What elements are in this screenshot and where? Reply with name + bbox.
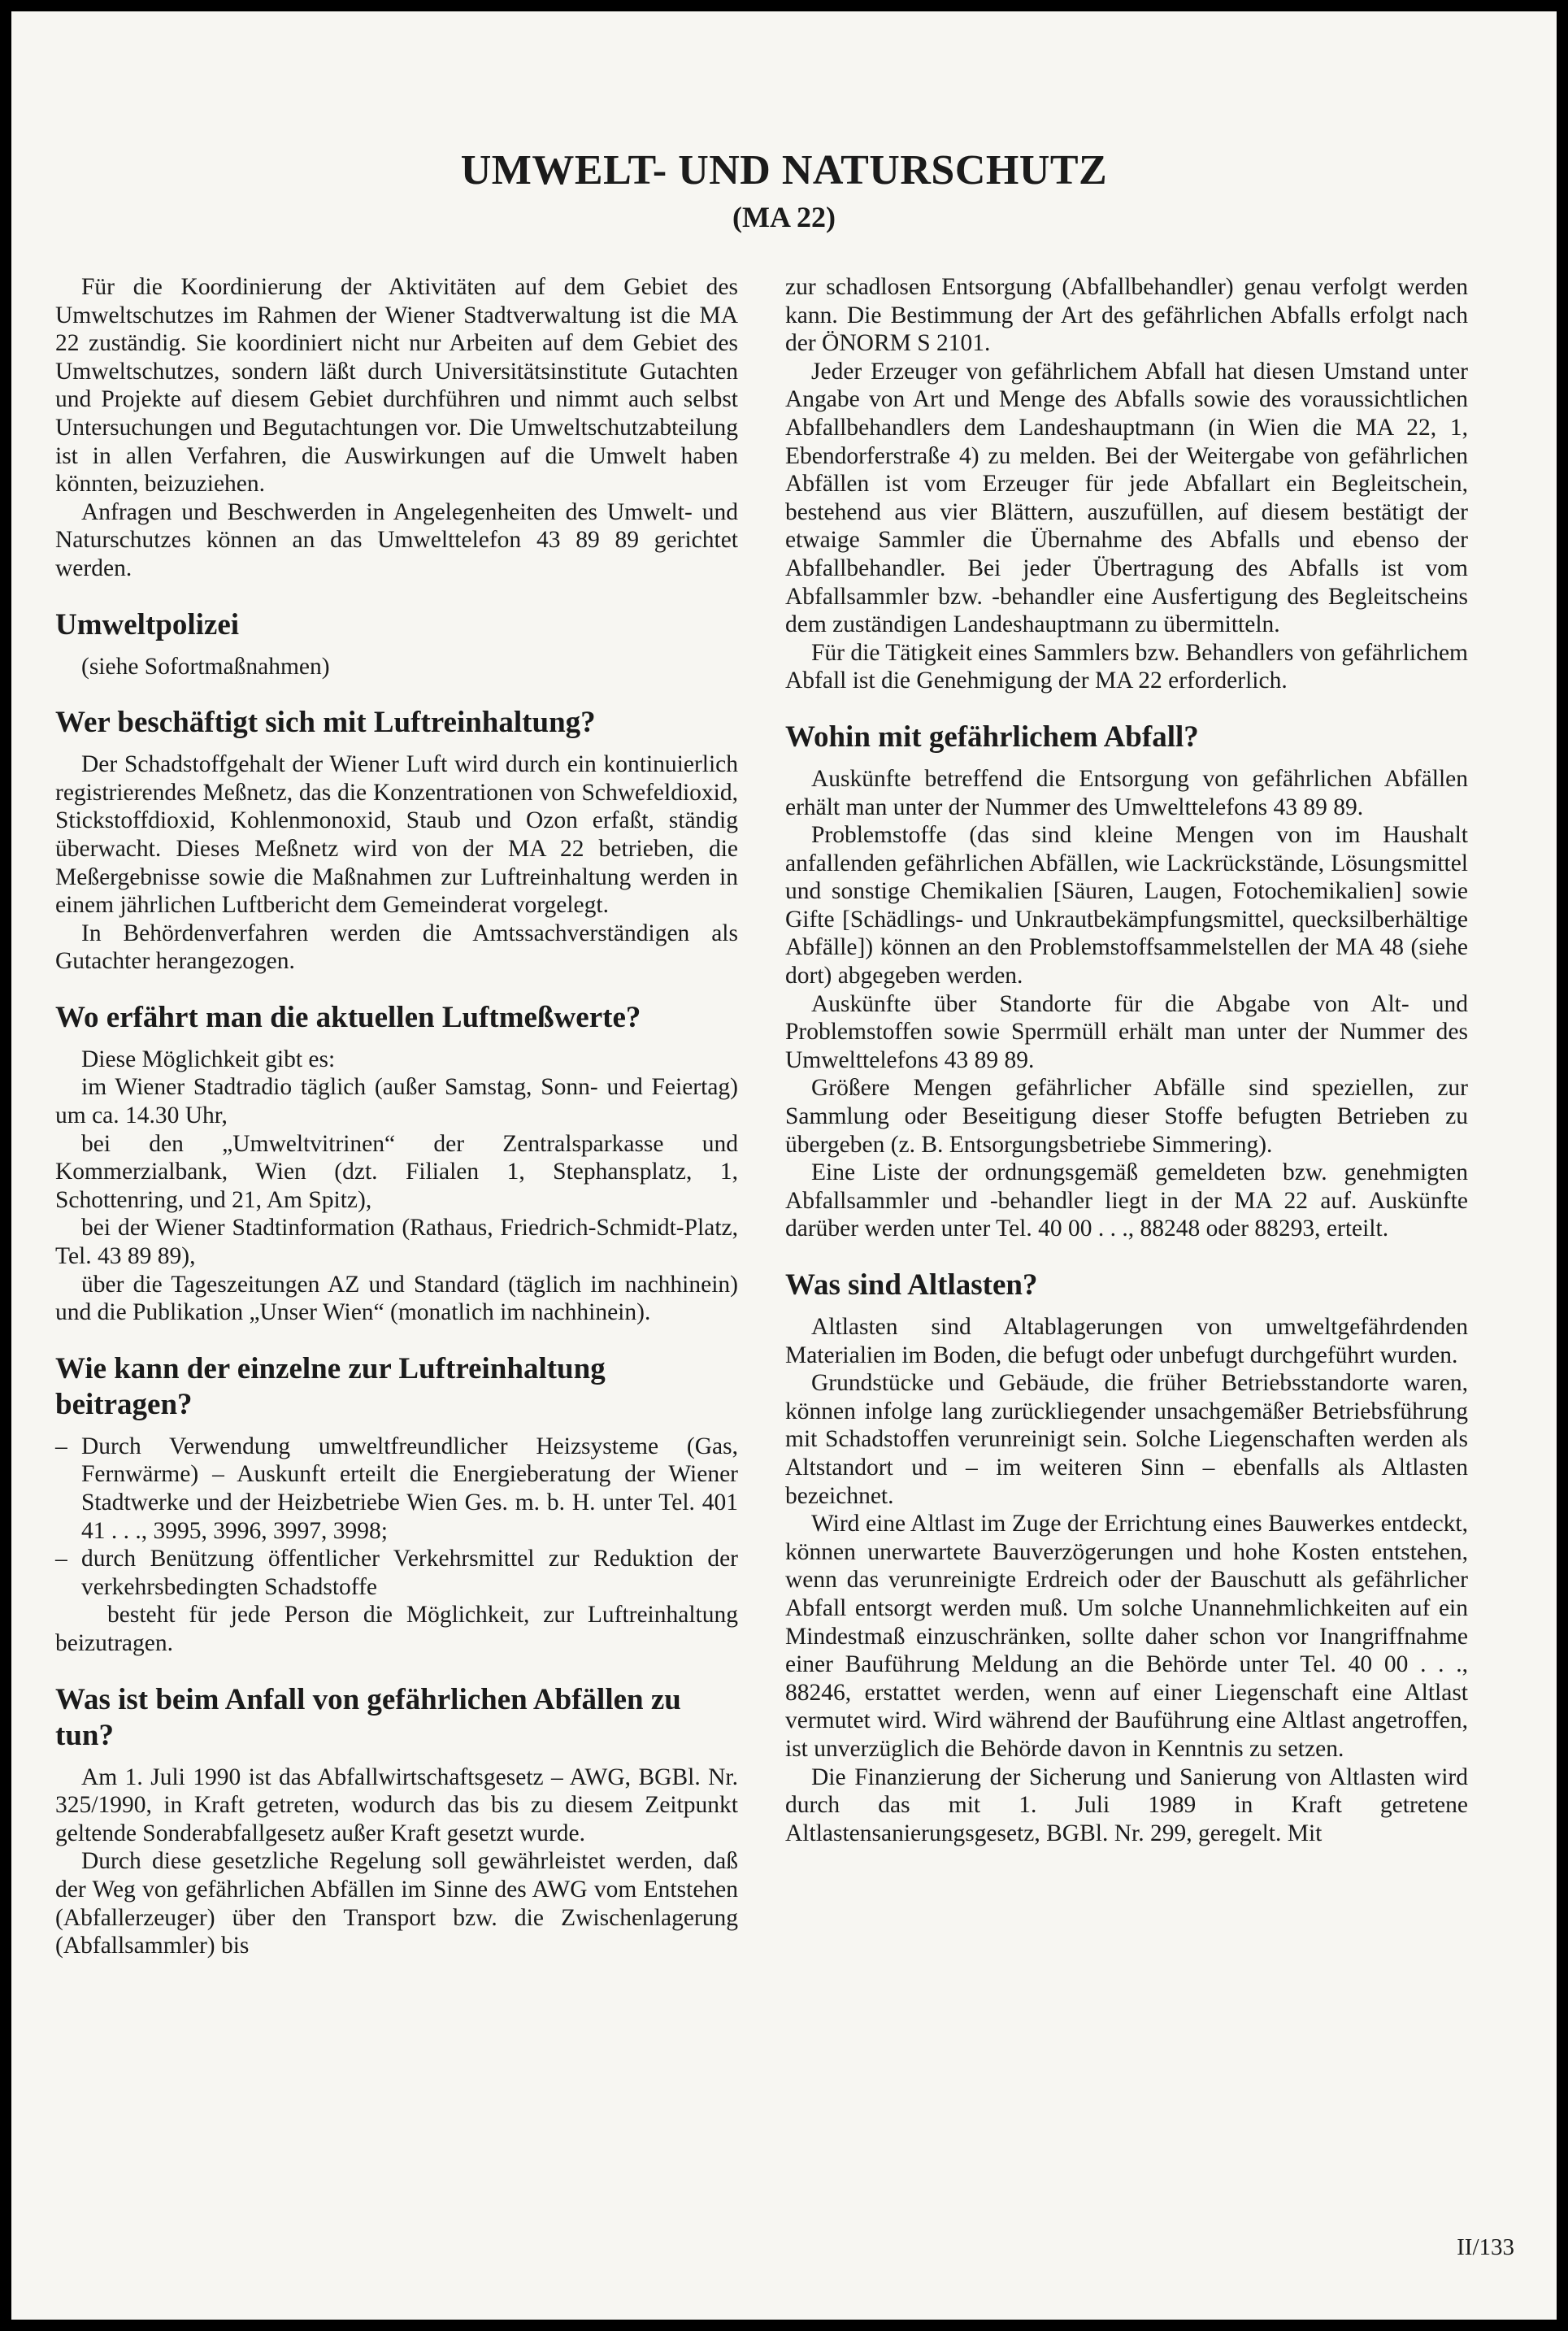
page	[11, 11, 1557, 2320]
section-text: Diese Möglichkeit gibt es:	[81, 1046, 336, 1072]
section-text: über die Tageszeitungen AZ und Standard (täglich im nachhinein) und die Publikation „Unser Wien“ (monatlich im nachhinein).	[55, 1271, 738, 1326]
section-text: Grundstücke und Gebäude, die früher Betriebsstandorte waren, können infolge lang zurückliegender unsachgemäßer Betriebsführung mit Schadstoffen verunreinigt sein. Solche Liegenschaften werden als Altstandort und – im weiteren Sinn – ebenfalls als Altlasten bezeichnet.	[785, 1370, 1468, 1509]
bullet-list	[55, 1433, 738, 1602]
section-heading-wohin: Wohin mit gefährlichem Abfall?	[785, 720, 1199, 754]
section-text: Größere Mengen gefährlicher Abfälle sind speziellen, zur Sammlung oder Beseitigung dieser Stoffe befugten Betrieben zu übergeben (z. B. Entsorgungsbetriebe Simmering).	[785, 1075, 1468, 1158]
intro-paragraph: Für die Koordinierung der Aktivitäten auf dem Gebiet des Umweltschutzes im Rahmen der Wiener Stadtverwaltung ist die MA 22 zuständig. Sie koordiniert nicht nur Arbeiten auf dem Gebiet des Umweltschutzes, sondern läßt durch Universitätsinstitute Gutachten und Projekte auf diesem Gebiet durchführen und nimmt auch selbst Untersuchungen und Begutachtungen vor. Die Umweltschutzabteilung ist in allen Verfahren, die Auswirkungen auf die Umwelt haben könnten, beizuziehen.	[55, 274, 738, 498]
section-text: im Wiener Stadtradio täglich (außer Samstag, Sonn- und Feiertag) um ca. 14.30 Uhr,	[55, 1074, 738, 1129]
section-text: bei der Wiener Stadtinformation (Rathaus, Friedrich-Schmidt-Platz, Tel. 43 89 89),	[55, 1215, 738, 1270]
right-column	[785, 273, 1468, 1847]
section-text: bei den „Umweltvitrinen“ der Zentralsparkasse und Kommerzialbank, Wien (dzt. Filialen 1, Stephansplatz, 1, Schottenring, und 21, Am Spitz),	[55, 1130, 738, 1213]
list-item: – Durch Verwendung umweltfreundlicher Heizsysteme (Gas, Fernwärme) – Auskunft erteilt die Energieberatung der Wiener Stadtwerke und der Heizbetriebe Wien Ges. m. b. H. unter Tel. 401 41 . . ., 3995, 3996, 3997, 3998;	[55, 1433, 738, 1545]
section-heading-luftmesswerte: Wo erfährt man die aktuellen Luftmeßwerte?	[55, 1000, 641, 1034]
section-text: Wird eine Altlast im Zuge der Errichtung eines Bauwerkes entdeckt, können unerwartete Bauverzögerungen und hohe Kosten entstehen, wenn das verunreinigte Erdreich oder der Bauschutt als gefährlicher Abfall entsorgt werden muß. Um solche Unannehmlichkeiten auf ein Mindestmaß einzuschränken, sollte daher schon vor Inangriffnahme einer Bauführung Meldung an die Behörde unter Tel. 40 00 . . ., 88246, erstattet werden, wenn auf einer Liegenschaft eine Altlast vermutet wird. Wird während der Bauführung eine Altlast angetroffen, ist unverzüglich die Behörde davon in Kenntnis zu setzen.	[785, 1511, 1468, 1762]
page-subtitle: (MA 22)	[732, 201, 836, 233]
section-heading-umweltpolizei: Umweltpolizei	[55, 607, 240, 641]
section-text: Durch diese gesetzliche Regelung soll gewährleistet werden, daß der Weg von gefährlichen Abfällen im Sinne des AWG vom Entstehen (Abfallerzeuger) über den Transport bzw. die Zwischenlagerung (Abfallsammler) bis	[55, 1848, 738, 1959]
section-text: Problemstoffe (das sind kleine Mengen von im Haushalt anfallenden gefährlichen Abfällen, wie Lackrückstände, Lösungsmittel und sonstige Chemikalien [Säuren, Laugen, Fotochemikalien] sowie Gifte [Schädlings- und Unkrautbekämpfungsmittel, quecksilberhältige Abfälle]) können an den Problemstoffsammelstellen der MA 48 (siehe dort) abgegeben werden.	[785, 822, 1468, 989]
section-text: In Behördenverfahren werden die Amtssachverständigen als Gutachter herangezogen.	[55, 920, 738, 975]
list-item: – durch Benützung öffentlicher Verkehrsmittel zur Reduktion der verkehrsbedingten Schadstoffe	[55, 1545, 738, 1601]
section-text: Jeder Erzeuger von gefährlichem Abfall hat diesen Umstand unter Angabe von Art und Menge des Abfalls sowie des voraussichtlichen Abfallbehandlers dem Landeshauptmann (in Wien die MA 22, 1, Ebendorferstraße 4) zu melden. Bei der Weitergabe von gefährlichen Abfällen ist vom Erzeuger für jede Abfallart ein Begleitschein, bestehend aus vier Blättern, auszufüllen, auf diesem bestätigt der etwaige Sammler die Übernahme des Abfalls und ebenso der Abfallbehandler. Bei jeder Übertragung des Abfalls ist vom Abfallsammler bzw. -behandler eine Ausfertigung des Begleitscheins dem zuständigen Landeshauptmann zu übermitteln.	[785, 358, 1468, 638]
section-text: Auskünfte über Standorte für die Abgabe von Alt- und Problemstoffen sowie Sperrmüll erhält man unter der Nummer des Umwelttelefons 43 89 89.	[785, 990, 1468, 1073]
section-heading-altlasten: Was sind Altlasten?	[785, 1268, 1038, 1302]
section-heading-luftreinhaltung: Wer beschäftigt sich mit Luftreinhaltung?	[55, 706, 596, 740]
section-text: Eine Liste der ordnungsgemäß gemeldeten bzw. genehmigten Abfallsammler und -behandler liegt in der MA 22 auf. Auskünfte darüber werden unter Tel. 40 00 . . ., 88248 oder 88293, erteilt.	[785, 1159, 1468, 1242]
section-heading-beitrag: Wie kann der einzelne zur Luftreinhaltung beitragen?	[55, 1351, 606, 1421]
left-column	[55, 273, 738, 1960]
section-text: Der Schadstoffgehalt der Wiener Luft wird durch ein kontinuierlich registrierendes Meßnetz, das die Konzentrationen von Schwefeldioxid, Stickstoffdioxid, Kohlenmonoxid, Staub und Ozon erfaßt, ständig überwacht. Dieses Meßnetz wird von der MA 22 betrieben, die Meßergebnisse sowie die Maßnahmen zur Luftreinhaltung werden in einem jährlichen Luftbericht dem Gemeinderat vorgelegt.	[55, 751, 738, 919]
intro-paragraph: Anfragen und Beschwerden in Angelegenheiten des Umwelt- und Naturschutzes können an das Umwelttelefon 43 89 89 gerichtet werden.	[55, 498, 738, 581]
section-text: Die Finanzierung der Sicherung und Sanierung von Altlasten wird durch das mit 1. Juli 1989 in Kraft getretene Altlastensanierungsgesetz, BGBl. Nr. 299, geregelt. Mit	[785, 1763, 1468, 1846]
page-title: UMWELT- UND NATURSCHUTZ	[460, 147, 1108, 194]
section-text: (siehe Sofortmaßnahmen)	[81, 653, 330, 680]
section-text: Am 1. Juli 1990 ist das Abfallwirtschaftsgesetz – AWG, BGBl. Nr. 325/1990, in Kraft getreten, wodurch das bis zu diesem Zeitpunkt geltende Sonderabfallgesetz außer Kraft gesetzt wurde.	[55, 1763, 738, 1846]
section-text: besteht für jede Person die Möglichkeit, zur Luftreinhaltung beizutragen.	[55, 1602, 738, 1656]
section-heading-gefaehrliche-abfaelle: Was ist beim Anfall von gefährlichen Abfällen zu tun?	[55, 1682, 681, 1752]
section-text: Für die Tätigkeit eines Sammlers bzw. Behandlers von gefährlichem Abfall ist die Genehmigung der MA 22 erforderlich.	[785, 639, 1468, 694]
continued-paragraph: zur schadlosen Entsorgung (Abfallbehandler) genau verfolgt werden kann. Die Bestimmung der Art des gefährlichen Abfalls erfolgt nach der ÖNORM S 2101.	[785, 274, 1468, 357]
section-text: Auskünfte betreffend die Entsorgung von gefährlichen Abfällen erhält man unter der Nummer des Umwelttelefons 43 89 89.	[785, 765, 1468, 820]
section-text: Altlasten sind Altablagerungen von umweltgefährdenden Materialien im Boden, die befugt oder unbefugt durchgeführt wurden.	[785, 1314, 1468, 1368]
page-number: II/133	[1457, 2234, 1514, 2260]
